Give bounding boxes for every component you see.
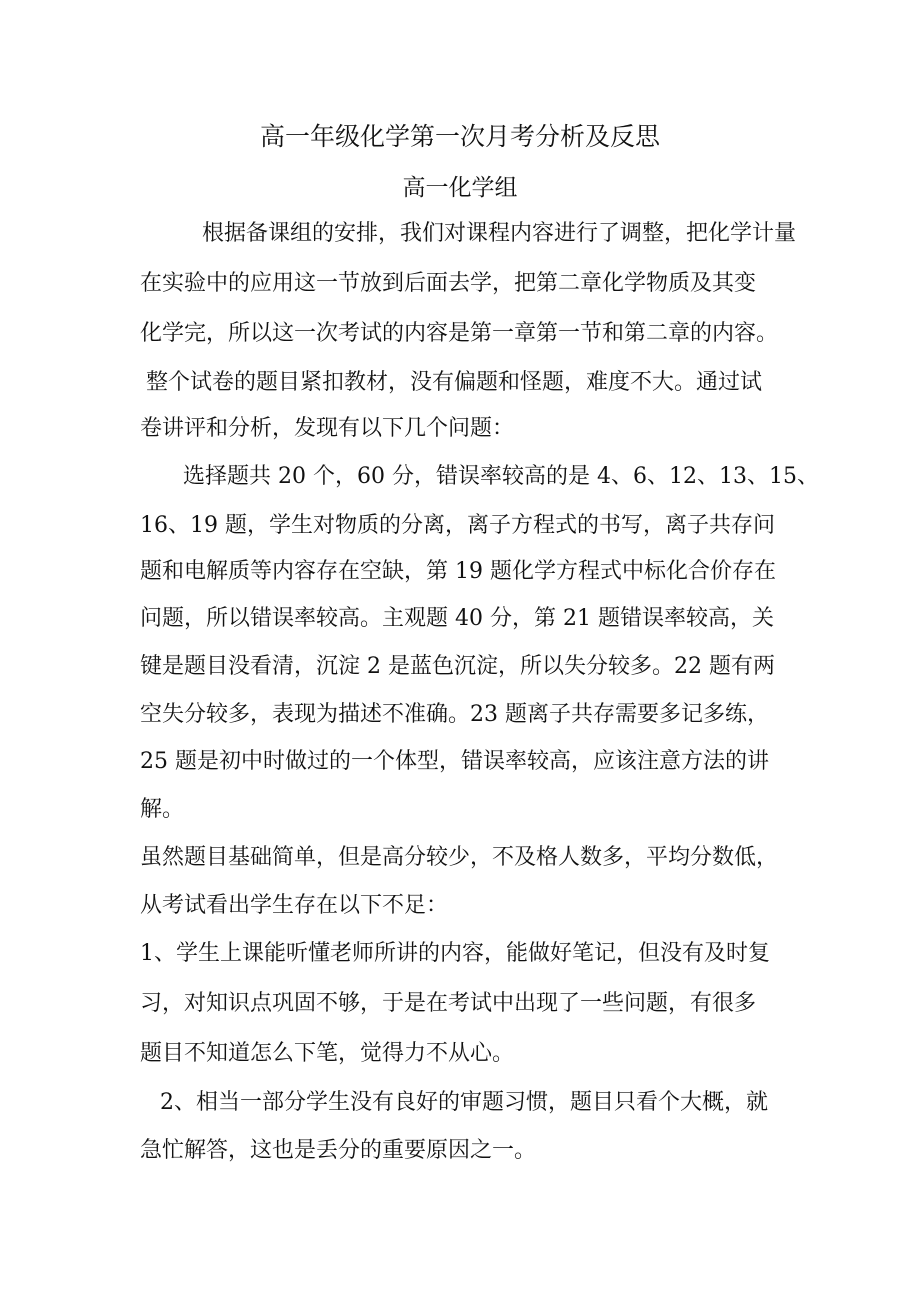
paragraph-line: 空失分较多，表现为描述不准确。23 题离子共存需要多记多练，: [140, 702, 769, 727]
paragraph-line: 虽然题目基础简单，但是高分较少，不及格人数多，平均分数低，: [140, 845, 779, 870]
paragraph-line: 习，对知识点巩固不够，于是在考试中出现了一些问题，有很多: [140, 991, 757, 1016]
paragraph-line: 1、学生上课能听懂老师所讲的内容，能做好笔记，但没有及时复: [140, 941, 770, 966]
document-title: 高一年级化学第一次月考分析及反思: [259, 122, 660, 151]
paragraph-line: 整个试卷的题目紧扣教材，没有偏题和怪题，难度不大。通过试: [146, 370, 763, 395]
paragraph-line: 问题，所以错误率较高。主观题 40 分，第 21 题错误率较高，关: [140, 606, 774, 631]
paragraph-line: 2、相当一部分学生没有良好的审题习惯，题目只看个大概，就: [160, 1090, 768, 1115]
paragraph-line: 题和电解质等内容存在空缺，第 19 题化学方程式中标化合价存在: [140, 559, 776, 584]
paragraph-line: 在实验中的应用这一节放到后面去学，把第二章化学物质及其变: [140, 271, 757, 296]
paragraph-line: 解。: [140, 797, 185, 822]
paragraph-line: 题目不知道怎么下笔，觉得力不从心。: [140, 1041, 515, 1066]
paragraph-line: 选择题共 20 个，60 分，错误率较高的是 4、6、12、13、15、: [183, 464, 819, 489]
paragraph-line: 25 题是初中时做过的一个体型，错误率较高，应该注意方法的讲: [140, 749, 769, 774]
paragraph-line: 根据备课组的安排，我们对课程内容进行了调整，把化学计量: [202, 221, 797, 246]
paragraph-line: 键是题目没看清，沉淀 2 是蓝色沉淀，所以失分较多。22 题有两: [140, 654, 775, 679]
paragraph-line: 从考试看出学生存在以下不足：: [140, 893, 449, 918]
paragraph-line: 卷讲评和分析，发现有以下几个问题：: [140, 416, 515, 441]
paragraph-line: 急忙解答，这也是丢分的重要原因之一。: [140, 1138, 537, 1163]
paragraph-line: 化学完，所以这一次考试的内容是第一章第一节和第二章的内容。: [140, 321, 779, 346]
paragraph-line: 16、19 题，学生对物质的分离，离子方程式的书写，离子共存问: [140, 513, 775, 538]
document-subtitle: 高一化学组: [402, 175, 518, 201]
